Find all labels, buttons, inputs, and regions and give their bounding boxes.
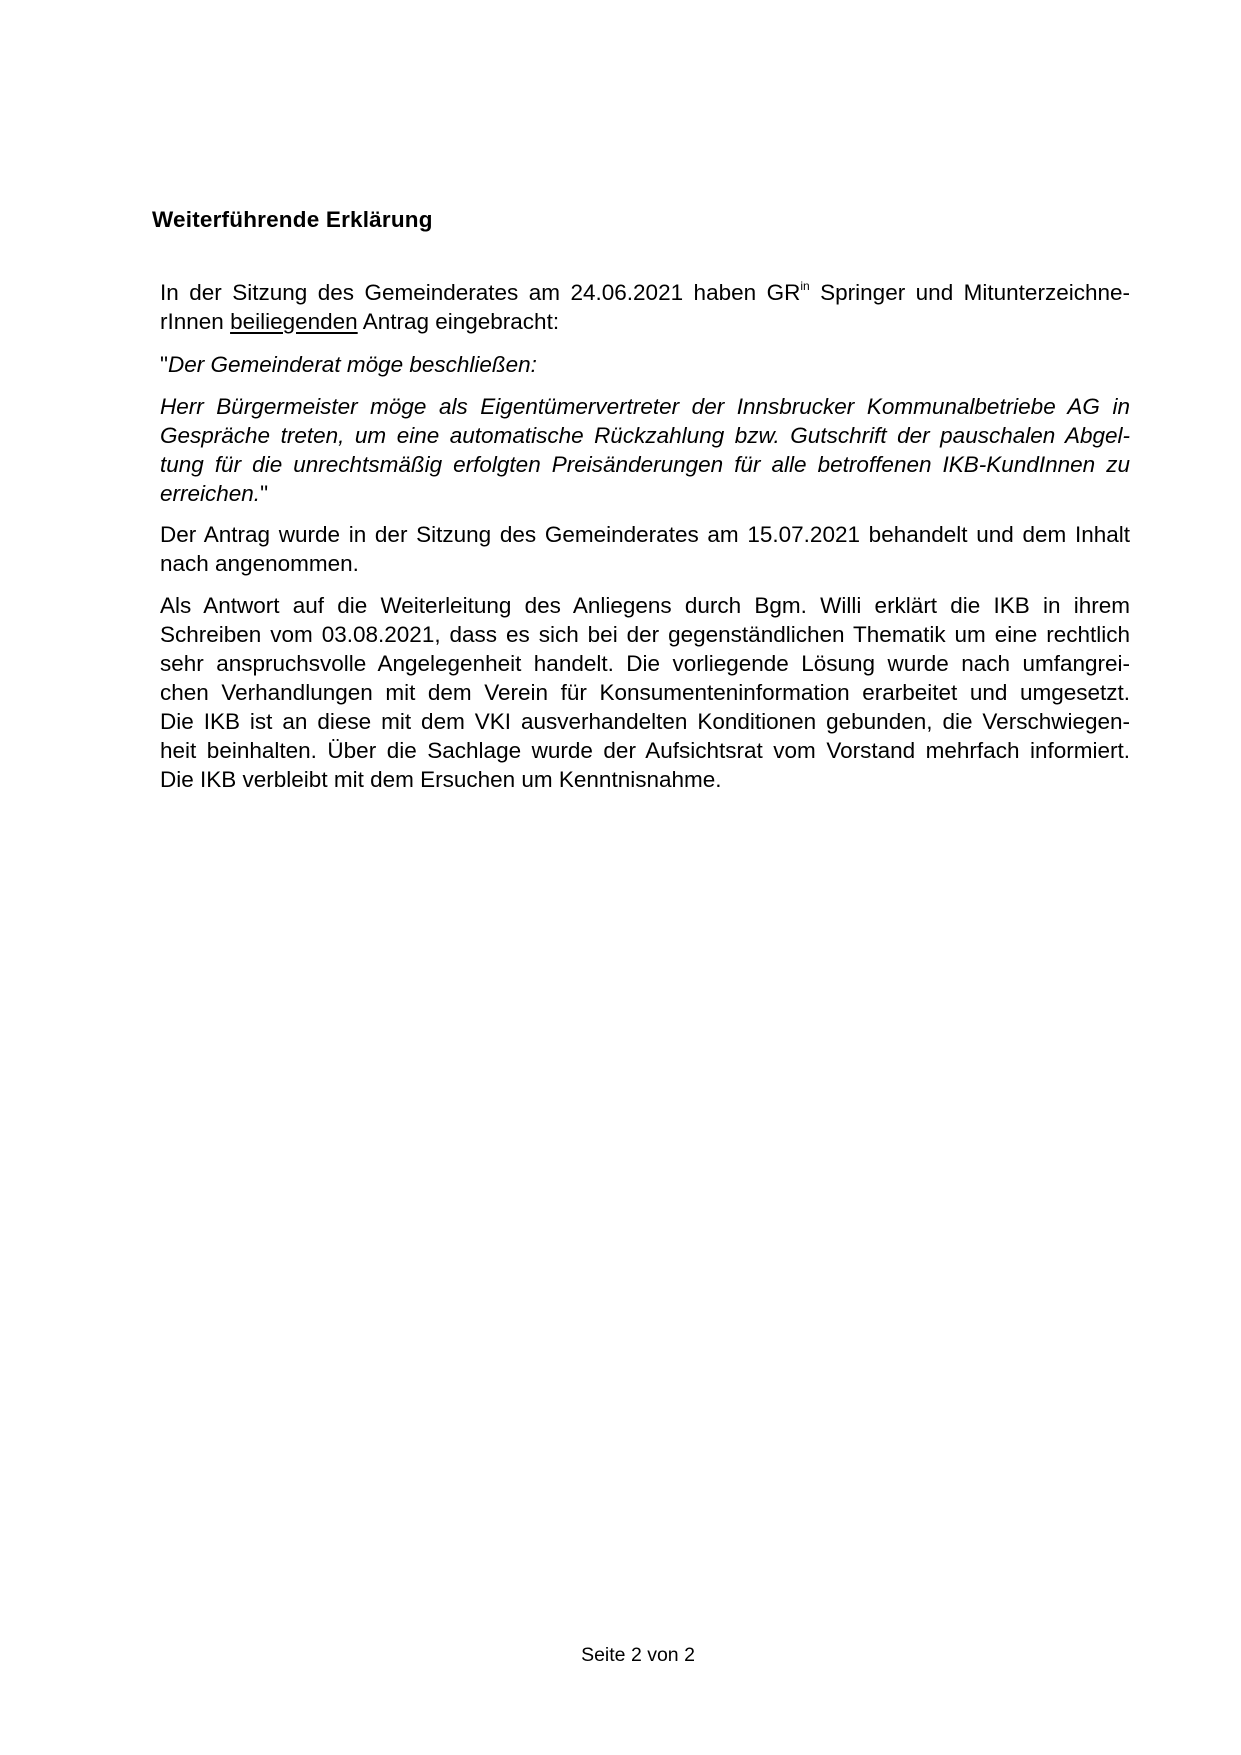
paragraph-line: Als Antwort auf die Weiterleitung des Anliegens durch Bgm. Willi erklärt die IKB in ihrem: [160, 593, 1130, 618]
text-segment: In der Sitzung des Gemeinderates am 24.06.2021 haben GR: [160, 280, 801, 305]
paragraph-response: [160, 591, 1130, 794]
paragraph-line: [160, 479, 1130, 508]
paragraph-line: Die IKB ist an diese mit dem VKI ausverhandelten Konditionen gebunden, die Verschwiegen-: [160, 709, 1130, 734]
paragraph-line: [160, 278, 1130, 307]
paragraph-line: heit beinhalten. Über die Sachlage wurde der Aufsichtsrat vom Vorstand mehrfach informiert.: [160, 738, 1130, 763]
text-segment: rInnen: [160, 309, 231, 334]
text-segment: Springer und Mitunterzeichne-: [809, 280, 1130, 305]
underlined-reference: beiliegenden: [230, 309, 358, 334]
paragraph-line: chen Verhandlungen mit dem Verein für Konsumenteninformation erarbeitet und umgesetzt.: [160, 680, 1130, 705]
paragraph-motion: [160, 392, 1130, 508]
paragraph-line: [160, 307, 1130, 336]
page-number-footer: Seite 2 von 2: [581, 1644, 695, 1666]
paragraph-line: Die IKB verbleibt mit dem Ersuchen um Kenntnisnahme.: [160, 767, 722, 792]
paragraph-decision: [160, 520, 1130, 578]
paragraph-line: [160, 350, 1130, 379]
quote-mark: ": [260, 481, 269, 506]
paragraph-quote-intro: [160, 350, 1130, 379]
text-segment: erreichen.: [160, 481, 261, 506]
text-segment: Antrag eingebracht:: [357, 309, 560, 334]
paragraph-line: Der Antrag wurde in der Sitzung des Gemeinderates am 15.07.2021 behandelt und dem Inhalt: [160, 522, 1130, 547]
paragraph-line: Gespräche treten, um eine automatische Rückzahlung bzw. Gutschrift der pauschalen Abgel-: [160, 423, 1130, 448]
section-heading: Weiterführende Erklärung: [152, 207, 433, 232]
paragraph-line: sehr anspruchsvolle Angelegenheit handelt. Die vorliegende Lösung wurde nach umfangrei-: [160, 651, 1130, 676]
paragraph-line: Schreiben vom 03.08.2021, dass es sich bei der gegenständlichen Thematik um eine rechtlich: [160, 622, 1130, 647]
paragraph-line: nach angenommen.: [160, 551, 359, 576]
paragraph-intro: [160, 278, 1130, 336]
paragraph-line: tung für die unrechtsmäßig erfolgten Preisänderungen für alle betroffenen IKB-KundInnen zu: [160, 452, 1130, 477]
quoted-text: Der Gemeinderat möge beschließen:: [168, 352, 537, 377]
paragraph-line: Herr Bürgermeister möge als Eigentümervertreter der Innsbrucker Kommunalbetriebe AG in: [160, 394, 1130, 419]
quote-mark: ": [160, 352, 168, 377]
superscript: in: [800, 279, 810, 293]
